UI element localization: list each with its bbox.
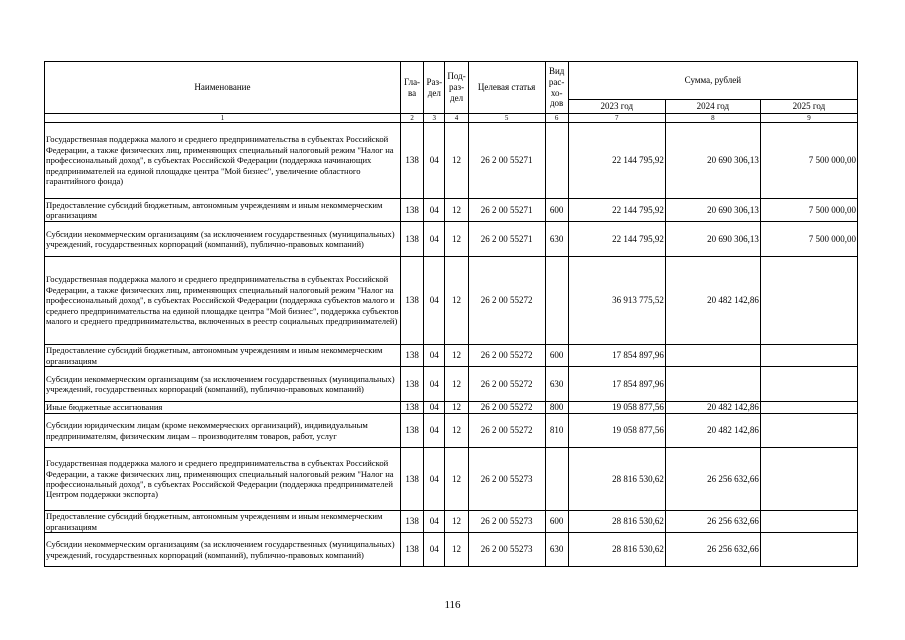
- row-sum-2025: [760, 533, 857, 567]
- row-name: Субсидии некоммерческим организациям (за исключением государственных (муниципальных) учреждений, государственных корпораций (компаний), публично-правовых компаний): [45, 222, 401, 257]
- row-sum-2024: 20 690 306,13: [665, 123, 760, 199]
- row-sum-2024: 20 690 306,13: [665, 222, 760, 257]
- header-glava: Гла-ва: [400, 62, 423, 114]
- row-sum-2023: 19 058 877,56: [568, 402, 665, 414]
- table-row: [45, 533, 858, 567]
- row-sum-2025: [760, 402, 857, 414]
- table-row: [45, 222, 858, 257]
- row-razdel: 04: [424, 222, 445, 257]
- row-glava: 138: [400, 123, 423, 199]
- row-sum-2024: 26 256 632,66: [665, 533, 760, 567]
- row-glava: 138: [400, 448, 423, 511]
- row-vid-rashodov: 800: [545, 402, 568, 414]
- row-sum-2025: [760, 345, 857, 367]
- header-year-2024: 2024 год: [665, 100, 760, 114]
- table-row: [45, 511, 858, 533]
- row-glava: 138: [400, 367, 423, 402]
- row-sum-2023: 17 854 897,96: [568, 367, 665, 402]
- row-vid-rashodov: [545, 257, 568, 345]
- row-sum-2024: 20 482 142,86: [665, 402, 760, 414]
- header-row: [45, 62, 858, 100]
- table-row: [45, 257, 858, 345]
- row-sum-2024: [665, 367, 760, 402]
- row-razdel: 04: [424, 533, 445, 567]
- row-razdel: 04: [424, 345, 445, 367]
- row-podrazdel: 12: [445, 257, 468, 345]
- row-razdel: 04: [424, 448, 445, 511]
- row-vid-rashodov: [545, 123, 568, 199]
- row-glava: 138: [400, 414, 423, 448]
- table-row: [45, 448, 858, 511]
- row-sum-2023: 22 144 795,92: [568, 222, 665, 257]
- row-sum-2025: [760, 367, 857, 402]
- col-number: 5: [468, 114, 545, 123]
- row-sum-2025: [760, 448, 857, 511]
- row-vid-rashodov: [545, 448, 568, 511]
- row-razdel: 04: [424, 367, 445, 402]
- row-sum-2023: 19 058 877,56: [568, 414, 665, 448]
- row-sum-2025: 7 500 000,00: [760, 199, 857, 222]
- row-name: Государственная поддержка малого и среднего предпринимательства в субъектах Российской Федерации, а также физических лиц, применяющих специальный налоговый режим "Налог на профессиональный доход", в субъектах Российской Федерации (поддержка начинающих предпринимателей на единой площадке центра "Мой бизнес", увеличение областного гарантийного фонда): [45, 123, 401, 199]
- row-sum-2024: [665, 345, 760, 367]
- page-number: 116: [444, 599, 461, 611]
- row-vid-rashodov: 600: [545, 199, 568, 222]
- row-celevaya-statya: 26 2 00 55272: [468, 257, 545, 345]
- row-name: Государственная поддержка малого и среднего предпринимательства в субъектах Российской Федерации, а также физических лиц, применяющих специальный налоговый режим "Налог на профессиональный доход", в субъектах Российской Федерации (поддержка субъектов малого и среднего предпринимательства на единой площадке центра "Мой бизнес", поддержка субъектов малого и среднего предпринимательства, включенных в реестр социальных предпринимателей): [45, 257, 401, 345]
- table-row: [45, 345, 858, 367]
- row-podrazdel: 12: [445, 123, 468, 199]
- row-razdel: 04: [424, 257, 445, 345]
- row-sum-2024: 26 256 632,66: [665, 448, 760, 511]
- row-celevaya-statya: 26 2 00 55273: [468, 533, 545, 567]
- row-vid-rashodov: 600: [545, 345, 568, 367]
- row-glava: 138: [400, 511, 423, 533]
- row-celevaya-statya: 26 2 00 55272: [468, 402, 545, 414]
- row-sum-2023: 22 144 795,92: [568, 199, 665, 222]
- row-sum-2025: 7 500 000,00: [760, 222, 857, 257]
- row-podrazdel: 12: [445, 533, 468, 567]
- row-glava: 138: [400, 222, 423, 257]
- header-celevaya: Целевая статья: [468, 62, 545, 114]
- row-sum-2024: 26 256 632,66: [665, 511, 760, 533]
- row-podrazdel: 12: [445, 448, 468, 511]
- row-podrazdel: 12: [445, 199, 468, 222]
- header-summa: Сумма, рублей: [568, 62, 857, 100]
- row-sum-2023: 28 816 530,62: [568, 448, 665, 511]
- row-celevaya-statya: 26 2 00 55273: [468, 511, 545, 533]
- row-celevaya-statya: 26 2 00 55272: [468, 367, 545, 402]
- row-glava: 138: [400, 533, 423, 567]
- row-podrazdel: 12: [445, 367, 468, 402]
- row-name: Предоставление субсидий бюджетным, автономным учреждениям и иным некоммерческим организациям: [45, 199, 401, 222]
- table-row: [45, 123, 858, 199]
- row-razdel: 04: [424, 199, 445, 222]
- col-number: 8: [665, 114, 760, 123]
- row-glava: 138: [400, 257, 423, 345]
- header-razdel: Раз-дел: [424, 62, 445, 114]
- row-glava: 138: [400, 402, 423, 414]
- header-year-2025: 2025 год: [760, 100, 857, 114]
- row-name: Предоставление субсидий бюджетным, автономным учреждениям и иным некоммерческим организациям: [45, 345, 401, 367]
- row-sum-2025: 7 500 000,00: [760, 123, 857, 199]
- row-podrazdel: 12: [445, 414, 468, 448]
- row-celevaya-statya: 26 2 00 55272: [468, 414, 545, 448]
- row-name: Субсидии юридическим лицам (кроме некоммерческих организаций), индивидуальным предпринимателям, физическим лицам – производителям товаров, работ, услуг: [45, 414, 401, 448]
- row-podrazdel: 12: [445, 222, 468, 257]
- row-sum-2023: 28 816 530,62: [568, 533, 665, 567]
- header-name: Наименование: [45, 62, 401, 114]
- column-numbers-row: [45, 114, 858, 123]
- row-name: Субсидии некоммерческим организациям (за исключением государственных (муниципальных) учреждений, государственных корпораций (компаний), публично-правовых компаний): [45, 533, 401, 567]
- table-row: [45, 199, 858, 222]
- row-podrazdel: 12: [445, 345, 468, 367]
- row-sum-2025: [760, 414, 857, 448]
- col-number: 4: [445, 114, 468, 123]
- row-glava: 138: [400, 345, 423, 367]
- row-razdel: 04: [424, 414, 445, 448]
- row-name: Субсидии некоммерческим организациям (за исключением государственных (муниципальных) учреждений, государственных корпораций (компаний), публично-правовых компаний): [45, 367, 401, 402]
- row-razdel: 04: [424, 123, 445, 199]
- row-razdel: 04: [424, 511, 445, 533]
- row-vid-rashodov: 630: [545, 533, 568, 567]
- row-sum-2025: [760, 511, 857, 533]
- row-name: Иные бюджетные ассигнования: [45, 402, 401, 414]
- row-podrazdel: 12: [445, 511, 468, 533]
- row-celevaya-statya: 26 2 00 55271: [468, 123, 545, 199]
- col-number: 7: [568, 114, 665, 123]
- row-sum-2024: 20 482 142,86: [665, 414, 760, 448]
- row-razdel: 04: [424, 402, 445, 414]
- col-number: 6: [545, 114, 568, 123]
- header-vid: Вид рас-хо-дов: [545, 62, 568, 114]
- table-row: [45, 367, 858, 402]
- row-sum-2024: 20 690 306,13: [665, 199, 760, 222]
- table-row: [45, 414, 858, 448]
- header-podrazdel: Под-раз-дел: [445, 62, 468, 114]
- header-year-2023: 2023 год: [568, 100, 665, 114]
- row-sum-2023: 22 144 795,92: [568, 123, 665, 199]
- row-vid-rashodov: 630: [545, 222, 568, 257]
- row-sum-2025: [760, 257, 857, 345]
- row-podrazdel: 12: [445, 402, 468, 414]
- row-celevaya-statya: 26 2 00 55273: [468, 448, 545, 511]
- row-vid-rashodov: 600: [545, 511, 568, 533]
- row-sum-2023: 36 913 775,52: [568, 257, 665, 345]
- row-vid-rashodov: 810: [545, 414, 568, 448]
- row-celevaya-statya: 26 2 00 55272: [468, 345, 545, 367]
- budget-table: [44, 61, 858, 567]
- row-name: Предоставление субсидий бюджетным, автономным учреждениям и иным некоммерческим организациям: [45, 511, 401, 533]
- row-name: Государственная поддержка малого и среднего предпринимательства в субъектах Российской Федерации, а также физических лиц, применяющих специальный налоговый режим "Налог на профессиональный доход", в субъектах Российской Федерации (поддержка предпринимателей Центром поддержки экспорта): [45, 448, 401, 511]
- row-celevaya-statya: 26 2 00 55271: [468, 222, 545, 257]
- row-vid-rashodov: 630: [545, 367, 568, 402]
- col-number: 1: [45, 114, 401, 123]
- col-number: 9: [760, 114, 857, 123]
- col-number: 2: [400, 114, 423, 123]
- row-sum-2023: 28 816 530,62: [568, 511, 665, 533]
- row-celevaya-statya: 26 2 00 55271: [468, 199, 545, 222]
- table-row: [45, 402, 858, 414]
- row-sum-2024: 20 482 142,86: [665, 257, 760, 345]
- col-number: 3: [424, 114, 445, 123]
- row-sum-2023: 17 854 897,96: [568, 345, 665, 367]
- row-glava: 138: [400, 199, 423, 222]
